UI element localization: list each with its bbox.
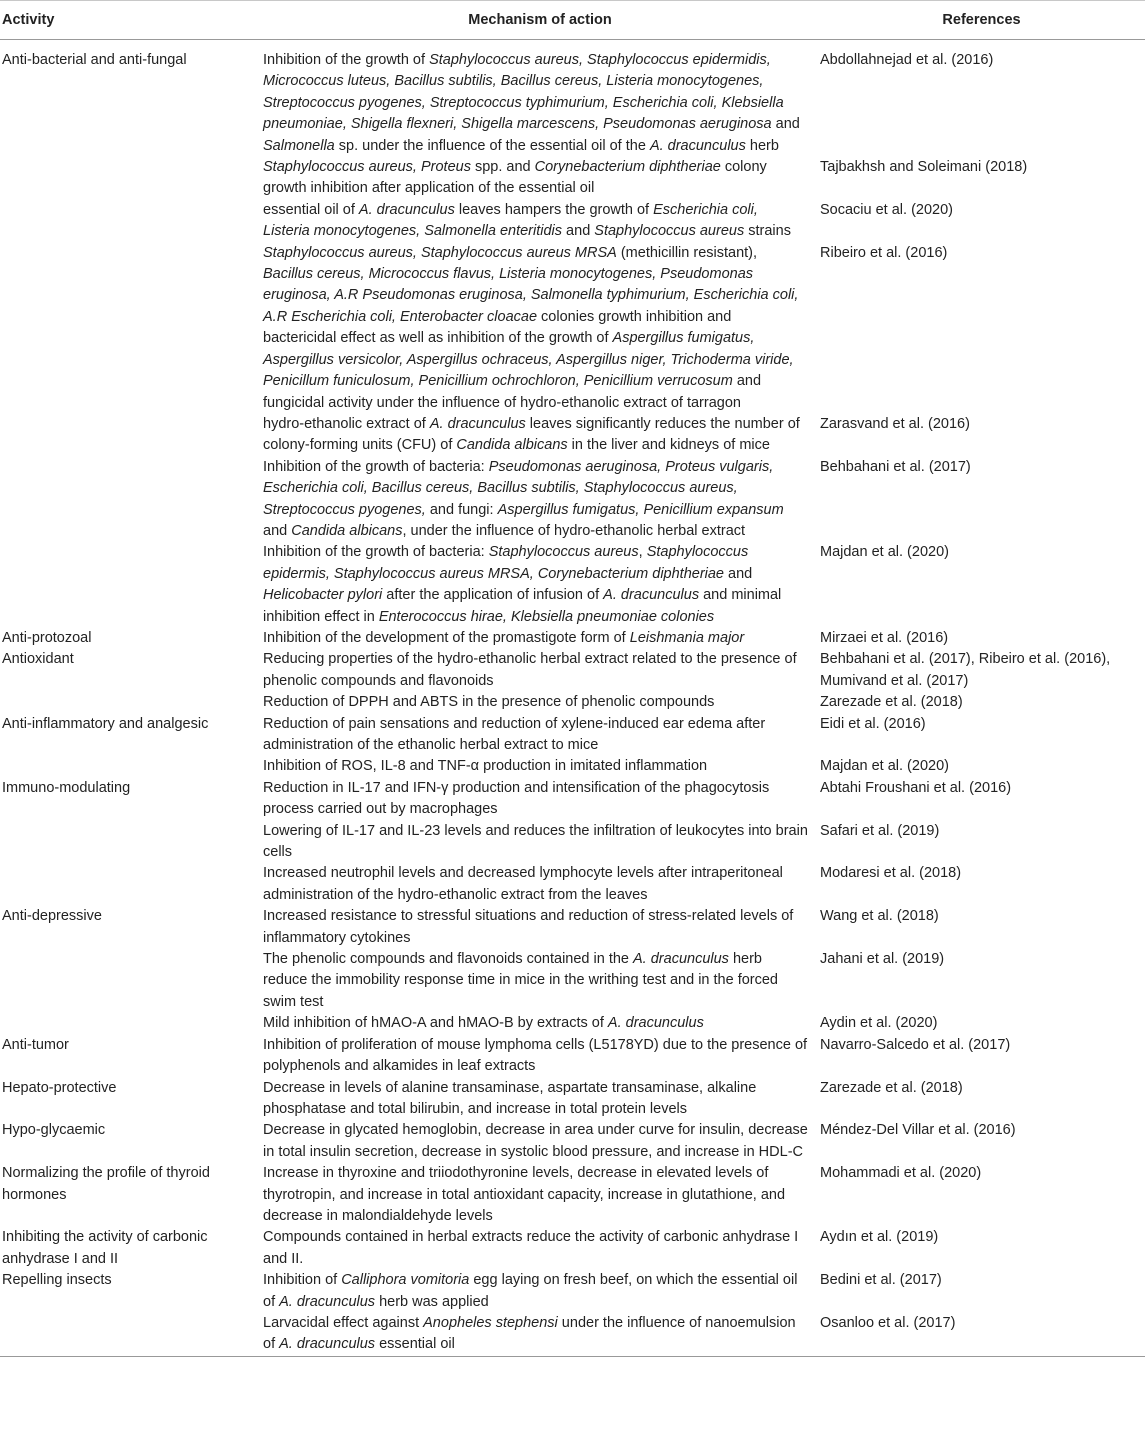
activity-cell: [0, 542, 262, 628]
italic-taxon-text: Leishmania major: [629, 629, 745, 646]
activity-cell: [0, 949, 262, 1013]
italic-taxon-text: Helicobacter pylori: [263, 587, 383, 604]
mechanism-text: The phenolic compounds and flavonoids contained in the: [263, 951, 634, 968]
mechanism-cell: [262, 243, 818, 414]
mechanism-text: Lowering of IL-17 and IL-23 levels and reduces the infiltration of leukocytes into brain cells: [263, 822, 808, 861]
activity-cell: Immuno-modulating: [2, 779, 131, 796]
italic-taxon-text: A. dracunculus: [429, 415, 526, 432]
table-row: [0, 714, 1145, 757]
mechanism-cell: [262, 1035, 818, 1078]
table-row: [0, 200, 1145, 243]
mechanism-cell: [262, 863, 818, 906]
reference-cell: Abtahi Froushani et al. (2016): [820, 779, 1012, 796]
activity-cell: Anti-tumor: [2, 1036, 69, 1053]
italic-taxon-text: Staphylococcus aureus: [488, 544, 639, 561]
activity-cell: Anti-depressive: [2, 908, 102, 925]
activity-cell: [0, 821, 262, 864]
mechanism-cell: [262, 714, 818, 757]
mechanism-cell: [262, 542, 818, 628]
mechanism-text: herb reduce the immobility response time in mice in the writhing test and in the forced swim test: [263, 951, 778, 1010]
mechanism-text: sp. under the influence of the essential oil of the: [334, 137, 650, 154]
activity-cell: Anti-inflammatory and analgesic: [2, 715, 209, 732]
activity-cell: [0, 756, 262, 777]
reference-cell: Majdan et al. (2020): [820, 544, 949, 561]
mechanism-text: Decrease in glycated hemoglobin, decrease in area under curve for insulin, decrease in total insulin secretion, decrease in systolic blood pressure, and increase in HDL-C: [263, 1122, 808, 1160]
table-row: [0, 949, 1145, 1013]
table-row: [0, 1227, 1145, 1270]
mechanism-text: in the liver and kidneys of mice: [567, 437, 770, 454]
table-row: [0, 649, 1145, 692]
mechanism-text: Increased resistance to stressful situations and reduction of stress-related levels of inflammatory cytokines: [263, 908, 794, 946]
italic-taxon-text: A. dracunculus: [603, 587, 700, 604]
mechanism-text: leaves significantly reduces the number of colony-forming units (CFU) of: [263, 415, 800, 454]
table-row: [0, 1078, 1145, 1121]
italic-taxon-text: Staphylococcus epidermis, Staphylococcus aureus MRSA, Corynebacterium diphtheriae: [263, 544, 749, 582]
mechanism-text: Inhibition of: [263, 1272, 342, 1289]
table-row: [0, 1163, 1145, 1227]
table-row: [0, 243, 1145, 414]
mechanism-text: and: [724, 565, 753, 582]
italic-taxon-text: Candida albicans: [291, 522, 403, 539]
mechanism-cell: [262, 649, 818, 692]
mechanism-text: Reduction of DPPH and ABTS in the presence of phenolic compounds: [263, 694, 715, 711]
header-row: [0, 1, 1145, 40]
activity-cell: [0, 1313, 262, 1356]
mechanism-text: herb was applied: [375, 1293, 489, 1310]
mechanism-text: , under the influence of hydro-ethanolic herbal extract: [402, 522, 746, 539]
table-row: [0, 1270, 1145, 1313]
italic-taxon-text: A. dracunculus: [279, 1293, 376, 1310]
table-row: [0, 756, 1145, 777]
reference-cell: Aydin et al. (2020): [820, 1015, 938, 1032]
mechanism-text: Inhibition of the growth of bacteria:: [263, 544, 489, 561]
mechanism-text: Inhibition of the development of the promastigote form of: [263, 629, 630, 646]
activity-cell: Anti-bacterial and anti-fungal: [2, 52, 187, 68]
header-activity: Activity: [0, 1, 262, 40]
reference-cell: Wang et al. (2018): [820, 908, 939, 925]
mechanism-text: Increased neutrophil levels and decreased lymphocyte levels after intraperitoneal administration of the hydro-ethanolic extract from the leaves: [263, 865, 783, 903]
table-row: [0, 692, 1145, 713]
italic-taxon-text: Enterococcus hirae, Klebsiella pneumoniae colonies: [378, 608, 715, 625]
reference-cell: Behbahani et al. (2017): [820, 458, 971, 475]
reference-cell: Tajbakhsh and Soleimani (2018): [820, 159, 1028, 176]
reference-cell: Osanloo et al. (2017): [818, 1313, 1145, 1356]
table-row: [0, 821, 1145, 864]
mechanism-text: spp. and: [470, 159, 535, 176]
mechanism-text: and: [263, 522, 292, 539]
table-row: [0, 778, 1145, 821]
reference-cell: Zarezade et al. (2018): [820, 1079, 963, 1096]
italic-taxon-text: Candida albicans: [456, 437, 568, 454]
header-references: References: [818, 1, 1145, 40]
table-row: [0, 1013, 1145, 1034]
italic-taxon-text: Staphylococcus aureus, Staphylococcus aureus MRSA: [263, 244, 617, 261]
reference-cell: Eidi et al. (2016): [820, 715, 926, 732]
mechanism-text: Mild inhibition of hMAO-A and hMAO-B by extracts of: [263, 1015, 608, 1032]
activity-cell: [0, 692, 262, 713]
mechanism-cell: [262, 949, 818, 1013]
reference-cell: Majdan et al. (2020): [820, 758, 949, 775]
reference-cell: Jahani et al. (2019): [820, 951, 945, 968]
mechanism-text: herb: [745, 137, 779, 154]
reference-cell: Behbahani et al. (2017), Ribeiro et al. (2016), Mumivand et al. (2017): [820, 651, 1111, 689]
mechanism-text: Reduction in IL-17 and IFN-γ production and intensification of the phagocytosis process carried out by macrophages: [263, 779, 770, 818]
mechanism-cell: [262, 40, 818, 158]
italic-taxon-text: A. dracunculus: [633, 951, 729, 968]
italic-taxon-text: A. dracunculus: [649, 137, 746, 154]
mechanism-text: (methicillin resistant),: [616, 244, 758, 261]
italic-taxon-text: A. dracunculus: [358, 201, 455, 218]
mechanism-text: and: [562, 223, 595, 240]
mechanism-text: after the application of infusion of: [382, 587, 604, 604]
italic-taxon-text: Staphylococcus aureus, Staphylococcus epidermidis, Micrococcus luteus, Bacillus subtilis, Bacillus cereus, Listeria monocytogenes, Streptococcus pyogenes, Streptococcus typhimurium, Escherichia coli, Klebsiella pneumoniae, Shigella flexneri, Shigella marcescens, Pseudomonas aeruginosa: [263, 52, 784, 133]
italic-taxon-text: Staphylococcus aureus, Proteus: [263, 159, 471, 176]
mechanism-text: Reduction of pain sensations and reduction of xylene-induced ear edema after administration of the ethanolic herbal extract to mice: [263, 715, 766, 753]
mechanism-text: and: [771, 116, 800, 133]
table-body: [0, 40, 1145, 1357]
mechanism-cell: [262, 157, 818, 200]
mechanism-cell: [262, 906, 818, 949]
mechanism-text: and fungicidal activity under the influence of hydro-ethanolic extract of tarragon: [263, 373, 762, 411]
mechanism-text: ,: [638, 544, 647, 561]
mechanism-text: hydro-ethanolic extract of: [263, 415, 430, 432]
italic-taxon-text: Anopheles stephensi: [423, 1314, 558, 1331]
italic-taxon-text: Corynebacterium diphtheriae: [534, 159, 721, 176]
reference-cell: Abdollahnejad et al. (2016): [820, 52, 994, 68]
activity-cell: Hypo-glycaemic: [2, 1122, 106, 1139]
mechanism-text: strains: [744, 223, 791, 240]
italic-taxon-text: Aspergillus fumigatus, Penicillium expansum: [497, 501, 784, 518]
mechanism-cell: [262, 1078, 818, 1121]
activity-cell: Normalizing the profile of thyroid hormones: [2, 1165, 210, 1203]
activity-cell: [0, 1013, 262, 1034]
italic-taxon-text: Bacillus cereus, Micrococcus flavus, Listeria monocytogenes, Pseudomonas eruginosa, A.R Pseudomonas eruginosa, Salmonella typhimurium, Escherichia coli, A.R Escherichia coli, Enterobacter cloacae: [263, 266, 799, 325]
mechanism-cell: [262, 778, 818, 821]
table-row: [0, 457, 1145, 543]
table-row: [0, 542, 1145, 628]
mechanism-cell: [262, 756, 818, 777]
mechanism-cell: [262, 1163, 818, 1227]
italic-taxon-text: Pseudomonas aeruginosa, Proteus vulgaris, Escherichia coli, Bacillus cereus, Bacillus subtilis, Staphylococcus aureus, Streptococcus pyogenes,: [263, 458, 774, 518]
mechanism-cell: [262, 1270, 818, 1313]
table-row: [0, 1035, 1145, 1078]
reference-cell: Mohammadi et al. (2020): [820, 1165, 982, 1182]
reference-cell: Ribeiro et al. (2016): [820, 244, 948, 261]
mechanism-text: under the influence of nanoemulsion of: [263, 1314, 796, 1353]
italic-taxon-text: Aspergillus fumigatus, Aspergillus versicolor, Aspergillus ochraceus, Aspergillus niger, Trichoderma viride, Penicillum funiculosum, Penicillium ochrochloron, Penicillium verrucosum: [263, 330, 794, 390]
mechanism-text: Larvacidal effect against: [263, 1314, 424, 1331]
mechanism-text: egg laying on fresh beef, on which the essential oil of: [263, 1272, 798, 1310]
mechanism-cell: [262, 457, 818, 543]
mechanism-text: essential oil: [375, 1336, 455, 1353]
italic-taxon-text: Salmonella: [263, 137, 335, 154]
mechanism-cell: [262, 414, 818, 457]
mechanism-cell: [262, 821, 818, 864]
activity-cell: [0, 157, 262, 200]
table-row: [0, 628, 1145, 649]
mechanism-text: Compounds contained in herbal extracts reduce the activity of carbonic anhydrase I and II.: [263, 1229, 799, 1267]
reference-cell: Aydın et al. (2019): [820, 1229, 939, 1246]
italic-taxon-text: Staphylococcus aureus: [594, 223, 745, 240]
reference-cell: Zarezade et al. (2018): [820, 694, 963, 711]
activity-cell: [0, 414, 262, 457]
mechanism-cell: [262, 1120, 818, 1163]
mechanism-cell: [262, 692, 818, 713]
mechanism-cell: [262, 200, 818, 243]
activity-cell: Repelling insects: [2, 1272, 112, 1289]
reference-cell: Zarasvand et al. (2016): [820, 415, 970, 432]
activity-cell: [0, 200, 262, 243]
table-row: [0, 414, 1145, 457]
mechanism-text: Inhibition of the growth of bacteria:: [263, 458, 489, 475]
activity-cell: Antioxidant: [2, 651, 74, 668]
reference-cell: Safari et al. (2019): [820, 822, 940, 839]
activity-cell: Hepato-protective: [2, 1079, 117, 1096]
italic-taxon-text: Escherichia coli, Listeria monocytogenes, Salmonella enteritidis: [263, 201, 758, 240]
mechanism-cell: [262, 1313, 818, 1356]
mechanism-text: Inhibition of ROS, IL-8 and TNF-α production in imitated inflammation: [263, 758, 708, 775]
mechanism-text: leaves hampers the growth of: [454, 201, 654, 218]
table-row: [0, 1313, 1145, 1356]
header-mechanism: Mechanism of action: [262, 1, 818, 40]
table-row: [0, 1120, 1145, 1163]
table-row: [0, 40, 1145, 158]
activity-cell: Inhibiting the activity of carbonic anhydrase I and II: [2, 1229, 208, 1267]
mechanism-text: colonies growth inhibition and bactericidal effect as well as inhibition of the growth of: [263, 308, 732, 347]
mechanism-cell: [262, 1227, 818, 1270]
mechanism-text: Inhibition of the growth of: [263, 52, 430, 68]
mechanism-text: Inhibition of proliferation of mouse lymphoma cells (L5178YD) due to the presence of polyphenols and alkamides in leaf extracts: [263, 1036, 808, 1075]
mechanism-text: Decrease in levels of alanine transaminase, aspartate transaminase, alkaline phosphatase and total bilirubin, and increase in total protein levels: [263, 1079, 757, 1117]
reference-cell: Mirzaei et al. (2016): [820, 629, 949, 646]
mechanism-text: and fungi:: [425, 501, 498, 518]
table-row: [0, 157, 1145, 200]
reference-cell: Socaciu et al. (2020): [820, 201, 953, 218]
activity-cell: [0, 243, 262, 414]
mechanism-text: Reducing properties of the hydro-ethanolic herbal extract related to the presence of phenolic compounds and flavonoids: [263, 651, 797, 689]
reference-cell: Méndez-Del Villar et al. (2016): [820, 1122, 1016, 1139]
mechanism-text: essential oil of: [263, 201, 359, 218]
mechanism-cell: [262, 1013, 818, 1034]
reference-cell: Bedini et al. (2017): [820, 1272, 942, 1289]
mechanism-text: and minimal inhibition effect in: [263, 587, 782, 625]
italic-taxon-text: A. dracunculus: [607, 1015, 704, 1032]
activity-cell: Anti-protozoal: [2, 629, 92, 646]
mechanism-text: colony growth inhibition after application of the essential oil: [263, 159, 767, 197]
mechanism-cell: [262, 628, 818, 649]
italic-taxon-text: Calliphora vomitoria: [341, 1272, 470, 1289]
reference-cell: Modaresi et al. (2018): [820, 865, 962, 882]
activity-cell: [0, 863, 262, 906]
reference-cell: Navarro-Salcedo et al. (2017): [820, 1036, 1011, 1053]
table-row: [0, 863, 1145, 906]
table-row: [0, 906, 1145, 949]
activity-cell: [0, 457, 262, 543]
mechanism-text: Increase in thyroxine and triiodothyronine levels, decrease in elevated levels of thyrotropin, and increase in total antioxidant capacity, increase in glutathione, and decrease in malondialdehyde levels: [263, 1165, 786, 1224]
italic-taxon-text: A. dracunculus: [279, 1336, 376, 1353]
